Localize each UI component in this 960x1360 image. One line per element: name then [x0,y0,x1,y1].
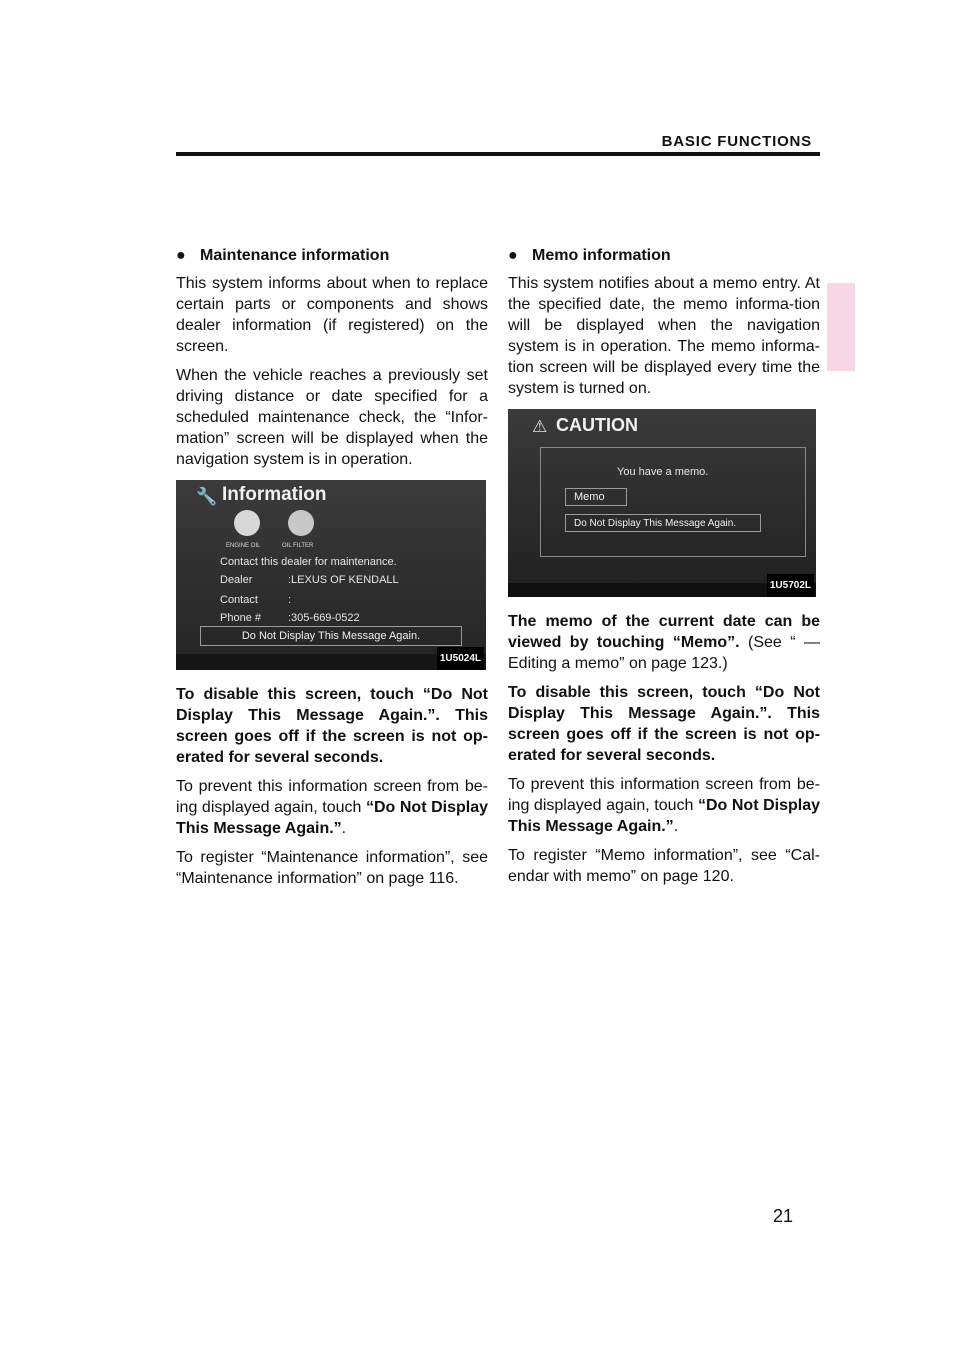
do-not-display-button[interactable]: Do Not Display This Message Again. [200,626,462,646]
memo-heading: ● Memo information [508,247,671,264]
dealer-label: Dealer [220,574,253,586]
bullet-icon: ● [176,247,186,264]
dealer-value: :LEXUS OF KENDALL [288,574,399,586]
memo-view-instruction: The memo of the current date can be viewed by touching “Memo”. (See “ — Editing a memo” on page 123.) [508,613,820,672]
information-screen [176,480,486,654]
disable-instruction: To disable this screen, touch “Do Not Display This Message Again.”. This screen goes off if the screen is not op-erated for several seconds. [508,684,820,764]
figure-code: 1U5024L [437,647,484,670]
memo-intro: This system notifies about a memo entry. At the specified date, the memo informa-tion will be displayed when the navigation system is in operation. The memo informa-tion screen will be displayed every time the system is turned on. [508,275,820,397]
oil-filter-label: OIL FILTER [282,543,314,549]
left-column [176,245,488,897]
maintenance-icons [226,510,346,549]
screen-title: CAUTION [556,415,638,435]
bullet-icon: ● [508,247,518,264]
caution-screen-figure [508,409,816,597]
prevent-instruction: To prevent this information screen from be-ing displayed again, touch “Do Not Display This Message Again.”. [508,776,821,835]
maintenance-trigger-text: When the vehicle reaches a previously set driving distance or date specified for a scheduled maintenance check, the “Infor-mation” screen will be displayed when the navigation system is in operation. [176,367,488,468]
maintenance-intro: This system informs about when to replace certain parts or components and shows dealer information (if registered) on the screen. [176,275,488,355]
section-tab-marker [827,283,855,371]
register-instruction: To register “Maintenance information”, see “Maintenance information” on page 116. [176,849,488,887]
engine-oil-icon [234,510,260,536]
information-screen-figure [176,480,486,670]
memo-panel [540,447,806,557]
caution-screen [508,409,816,583]
contact-value: : [288,594,292,606]
right-column [508,245,820,895]
do-not-display-button[interactable]: Do Not Display This Message Again. [565,514,761,532]
page-number: 21 [773,1206,794,1226]
engine-oil-label: ENGINE OIL [226,543,261,549]
contact-label: Contact [220,594,258,606]
register-instruction: To register “Memo information”, see “Cal-endar with memo” on page 120. [508,847,820,885]
figure-code: 1U5702L [767,574,814,597]
maintenance-heading: ● Maintenance information [176,247,390,264]
contact-dealer-line: Contact this dealer for maintenance. [220,556,397,568]
disable-instruction: To disable this screen, touch “Do Not Display This Message Again.”. This screen goes off if the screen is not op-erated for several seconds. [176,686,488,766]
wrench-icon: 🔧 [196,487,218,506]
page-header-title: BASIC FUNCTIONS [661,133,812,150]
header-rule [176,152,820,156]
phone-value: :305-669-0522 [288,612,360,624]
oil-filter-icon [288,510,314,536]
memo-button[interactable]: Memo [565,488,627,506]
prevent-instruction: To prevent this information screen from be-ing displayed again, touch “Do Not Display This Message Again.”. [176,778,489,837]
warning-icon: ⚠ [532,417,548,436]
phone-label: Phone # [220,612,261,624]
screen-title: Information [222,484,327,505]
memo-message: You have a memo. [617,466,709,478]
